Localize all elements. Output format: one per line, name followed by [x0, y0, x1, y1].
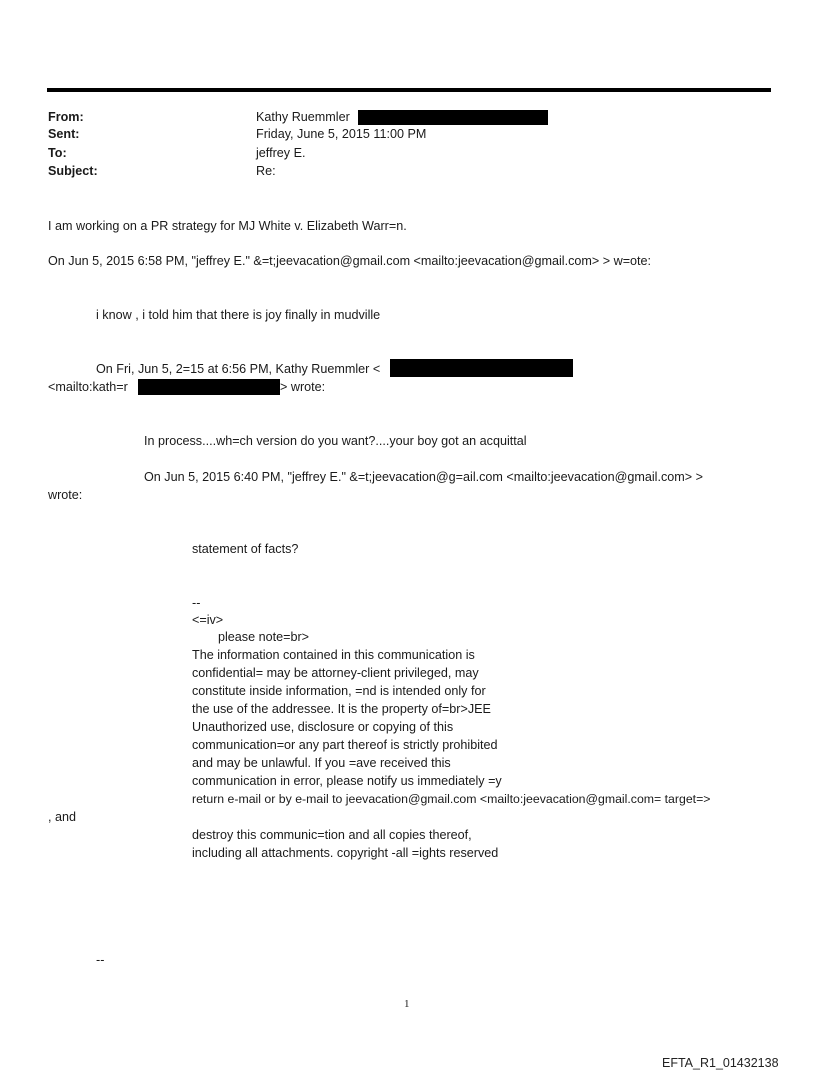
disclaimer-line: the use of the addressee. It is the property of=br>JEE: [192, 702, 491, 716]
reply-text: i know , i told him that there is joy finally in mudville: [96, 308, 381, 322]
quote-header: On Jun 5, 2015 6:58 PM, "jeffrey E." &=t;jeevacation@gmail.com <mailto:jeevacation@gmail.com> > w=ote:: [48, 254, 652, 268]
disclaimer-line: constitute inside information, =nd is intended only for: [192, 684, 486, 698]
quote-header: On Fri, Jun 5, 2=15 at 6:56 PM, Kathy Ruemmler <: [96, 362, 381, 376]
document-id: EFTA_R1_01432138: [662, 1056, 779, 1070]
sent-value: Friday, June 5, 2015 11:00 PM: [256, 127, 427, 141]
disclaimer-wrap: , and: [48, 810, 77, 824]
redaction-box: [358, 110, 548, 125]
signature-div: <=iv>: [192, 613, 224, 627]
disclaimer-line: confidential= may be attorney-client privileged, may: [192, 666, 479, 680]
reply-text: In process....wh=ch version do you want?....your boy got an acquittal: [144, 434, 527, 448]
quote-header-suffix: > wrote:: [280, 380, 326, 394]
redaction-box: [390, 359, 573, 377]
disclaimer-line: including all attachments. copyright -all =ights reserved: [192, 846, 499, 860]
from-label: From:: [48, 110, 84, 124]
subject-label: Subject:: [48, 164, 98, 178]
signature-dashes: --: [192, 596, 201, 610]
quote-header-mailto: <mailto:kath=r: [48, 380, 128, 394]
from-value: Kathy Ruemmler: [256, 110, 350, 124]
disclaimer-line: and may be unlawful. If you =ave received this: [192, 756, 451, 770]
disclaimer-line: destroy this communic=tion and all copies thereof,: [192, 828, 472, 842]
quote-header: On Jun 5, 2015 6:40 PM, "jeffrey E." &=t;jeevacation@g=ail.com <mailto:jeevacation@gmail.com> >: [144, 470, 703, 484]
signature-note: please note=br>: [218, 630, 310, 644]
disclaimer-line: Unauthorized use, disclosure or copying of this: [192, 720, 454, 734]
subject-value: Re:: [256, 164, 276, 178]
bottom-dashes: --: [96, 953, 105, 967]
to-label: To:: [48, 146, 67, 160]
body-line: I am working on a PR strategy for MJ White v. Elizabeth Warr=n.: [48, 219, 407, 233]
sent-label: Sent:: [48, 127, 80, 141]
quote-header-wrap: wrote:: [48, 488, 83, 502]
reply-text: statement of facts?: [192, 542, 299, 556]
disclaimer-line: communication in error, please notify us immediately =y: [192, 774, 502, 788]
disclaimer-line: return e-mail or by e-mail to jeevacation@gmail.com <mailto:jeevacation@gmail.com= target=>: [192, 792, 711, 806]
header-rule: [47, 88, 771, 92]
redaction-box: [138, 379, 280, 395]
to-value: jeffrey E.: [256, 146, 306, 160]
page-number: 1: [404, 998, 410, 1010]
disclaimer-line: The information contained in this communication is: [192, 648, 475, 662]
disclaimer-line: communication=or any part thereof is strictly prohibited: [192, 738, 498, 752]
